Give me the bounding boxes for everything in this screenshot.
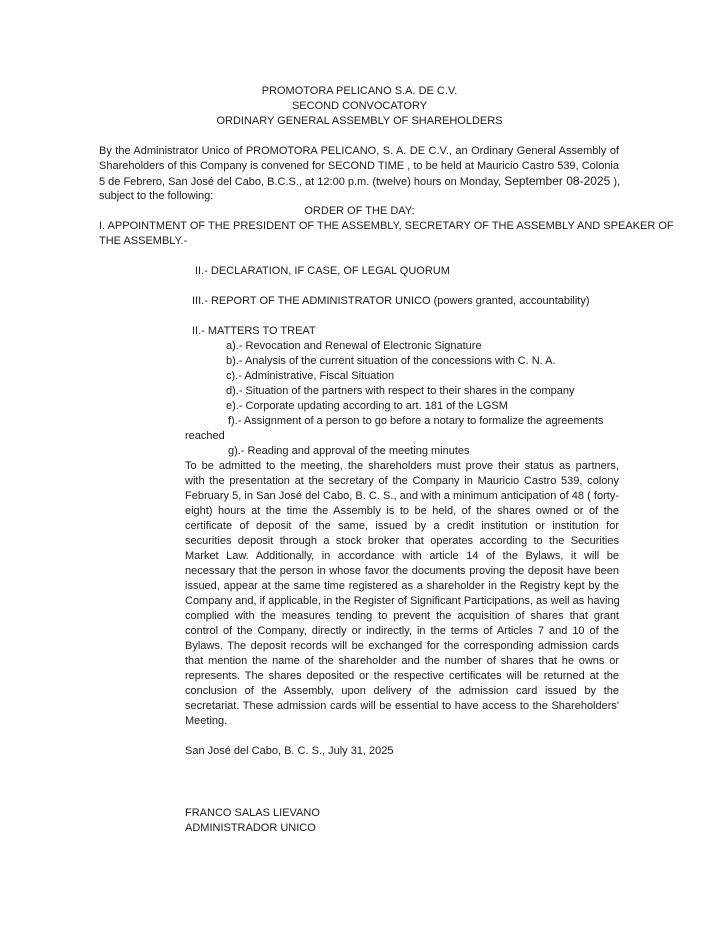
admission-paragraph-last-line: Meeting. (185, 715, 228, 727)
matter-a: a).- Revocation and Renewal of Electronic Signature (226, 340, 482, 352)
admission-paragraph-line: that mention the name of the shareholder and the number of shares that he owns or (185, 655, 619, 667)
matter-f-continuation: reached (185, 430, 225, 442)
admission-paragraph-line: Bylaws. The deposit records will be exchanged for the corresponding admission cards (185, 640, 619, 652)
intro-line-3 (99, 174, 620, 190)
agenda-item-4: II.- MATTERS TO TREAT (192, 325, 316, 337)
intro-line-4: subject to the following: (99, 190, 214, 202)
agenda-item-1-line-1: I. APPOINTMENT OF THE PRESIDENT OF THE ASSEMBLY, SECRETARY OF THE ASSEMBLY AND SPEAKER OF (99, 220, 674, 232)
admission-paragraph-line: eight) hours at the time the Assembly is to be held, of the shares owned or of the (185, 505, 619, 517)
admission-paragraph-line: To be admitted to the meeting, the shareholders must prove their status as partners, (185, 460, 619, 472)
matter-b: b).- Analysis of the current situation of the concessions with C. N. A. (226, 355, 556, 367)
agenda-item-3: III.- REPORT OF THE ADMINISTRATOR UNICO (powers granted, accountability) (192, 295, 590, 307)
admission-paragraph-line: securities deposit through a stock broker that operates according to the Securities (185, 535, 619, 547)
admission-paragraph-line: conclusion of the Assembly, upon delivery of the admission card issued by the (185, 685, 619, 697)
admission-paragraph-line: complied with the measures tending to prevent the acquisition of shares that grant (185, 610, 619, 622)
signatory-title: ADMINISTRADOR UNICO (185, 822, 316, 834)
intro-line-3-end: ), (613, 176, 621, 188)
matter-d: d).- Situation of the partners with respect to their shares in the company (226, 385, 575, 397)
admission-paragraph-line: with the presentation at the secretary of the Company in Mauricio Castro 539, colony (185, 475, 619, 487)
matter-e: e).- Corporate updating according to art. 181 of the LGSM (226, 400, 508, 412)
company-name: PROMOTORA PELICANO S.A. DE C.V. (261, 85, 458, 97)
admission-paragraph-line: secretariat. These admission cards will be essential to have access to the Shareholders' (185, 700, 619, 712)
admission-paragraph-line: necessary that the person in whose favor the documents proving the deposit have been (185, 565, 619, 577)
admission-paragraph-line: issued, appear at the same time registered as a shareholder in the Registry kept by the (185, 580, 619, 592)
admission-paragraph-line: February 5, in San José del Cabo, B. C. S., and with a minimum anticipation of 48 ( forty- (185, 490, 619, 502)
place-and-date: San José del Cabo, B. C. S., July 31, 2025 (185, 745, 394, 757)
matter-g: g).- Reading and approval of the meeting minutes (228, 445, 470, 457)
admission-paragraph-line: Company and, if applicable, in the Register of Significant Participations, as well as having (185, 595, 620, 607)
intro-line-1: By the Administrator Unico of PROMOTORA PELICANO, S. A. DE C.V., an Ordinary General Assembly of (99, 145, 619, 157)
intro-line-3-text: 5 de Febrero, San José del Cabo, B.C.S., at 12:00 p.m. (twelve) hours on Monday, (99, 176, 502, 188)
convocatory-title: SECOND CONVOCATORY (291, 100, 428, 112)
matter-c: c).- Administrative, Fiscal Situation (226, 370, 395, 382)
signatory-name: FRANCO SALAS LIEVANO (185, 807, 320, 819)
intro-line-2: Shareholders of this Company is convened for SECOND TIME , to be held at Mauricio Castro 539, Colonia (99, 160, 619, 172)
agenda-item-2: II.- DECLARATION, IF CASE, OF LEGAL QUORUM (195, 265, 450, 277)
admission-paragraph-line: control of the Company, directly or indirectly, in the terms of Articles 7 and 10 of the (185, 625, 619, 637)
admission-paragraph-line: Market Law. Additionally, in accordance with article 14 of the Bylaws, it will be (185, 550, 619, 562)
agenda-item-1-line-2: THE ASSEMBLY.- (99, 235, 188, 247)
matter-f: f).- Assignment of a person to go before a notary to formalize the agreements (228, 415, 604, 427)
order-of-the-day-title: ORDER OF THE DAY: (304, 205, 415, 217)
admission-paragraph-line: represents. The shares deposited or the respective certificates will be returned at the (185, 670, 619, 682)
admission-paragraph-line: certificate of deposit of the same, issued by a credit institution or institution for (185, 520, 619, 532)
meeting-date: September 08-2025 (504, 174, 611, 188)
assembly-title: ORDINARY GENERAL ASSEMBLY OF SHAREHOLDERS (216, 115, 503, 127)
